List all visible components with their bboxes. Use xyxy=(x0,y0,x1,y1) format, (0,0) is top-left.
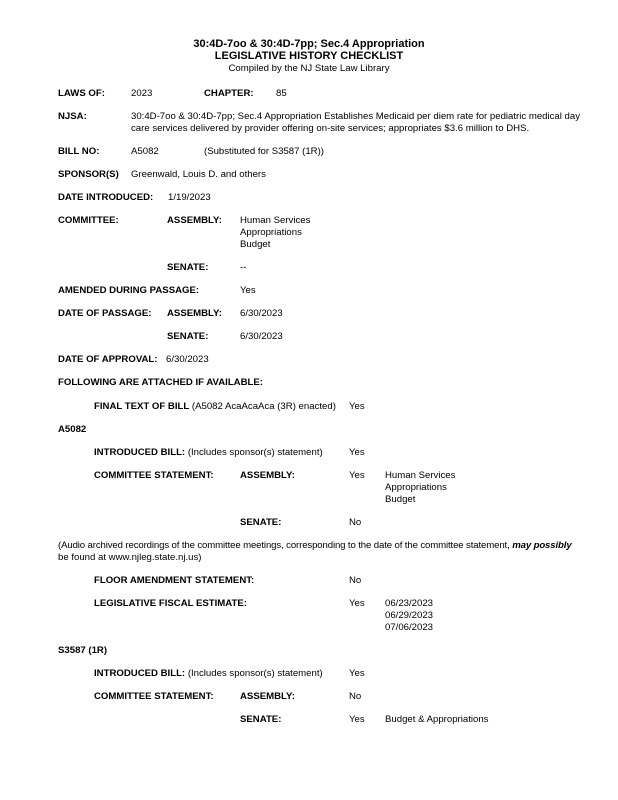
njsa-label: NJSA: xyxy=(58,111,87,122)
final-text-value: Yes xyxy=(349,401,365,412)
chapter-label: CHAPTER: xyxy=(204,88,254,99)
bill-no-value: A5082 xyxy=(131,146,159,157)
a5082-introduced-row xyxy=(94,447,323,459)
committee-assembly-value-3: Budget xyxy=(240,239,271,250)
fiscal-estimate-value: Yes xyxy=(349,598,365,609)
s3587-senate-value: Yes xyxy=(349,714,365,725)
a5082-senate-label: SENATE: xyxy=(240,517,282,528)
audio-note-line1 xyxy=(58,540,572,552)
passage-senate-value: 6/30/2023 xyxy=(240,331,283,342)
bill-no-substitute-note: (Substituted for S3587 (1R)) xyxy=(204,146,324,157)
date-of-approval-label: DATE OF APPROVAL: xyxy=(58,354,158,365)
passage-senate-label: SENATE: xyxy=(167,331,209,342)
a5082-committee-2: Appropriations xyxy=(385,482,447,493)
s3587-introduced-row xyxy=(94,668,323,680)
sponsors-value: Greenwald, Louis D. and others xyxy=(131,169,266,180)
njsa-line2: care services delivered by provider offering on-site services; appropriates $3.6 million to DHS. xyxy=(131,123,530,134)
a5082-introduced-note: (Includes sponsor(s) statement) xyxy=(187,447,323,458)
document-subtitle: LEGISLATIVE HISTORY CHECKLIST xyxy=(214,50,404,62)
fiscal-estimate-date-1: 06/23/2023 xyxy=(385,598,434,609)
floor-amendment-label: FLOOR AMENDMENT STATEMENT: xyxy=(94,575,255,586)
committee-assembly-value-2: Appropriations xyxy=(240,227,302,238)
s3587-committee-statement-label: COMMITTEE STATEMENT: xyxy=(94,691,214,702)
fiscal-estimate-date-2: 06/29/2023 xyxy=(385,610,434,621)
amended-value: Yes xyxy=(240,285,256,296)
laws-of-label: LAWS OF: xyxy=(58,88,105,99)
sponsors-label: SPONSOR(S) xyxy=(58,169,119,180)
laws-of-value: 2023 xyxy=(131,88,153,99)
committee-label: COMMITTEE: xyxy=(58,215,119,226)
date-introduced-label: DATE INTRODUCED: xyxy=(58,192,154,203)
s3587-senate-label: SENATE: xyxy=(240,714,282,725)
committee-assembly-value-1: Human Services xyxy=(240,215,311,226)
a5082-committee-statement-label: COMMITTEE STATEMENT: xyxy=(94,470,214,481)
s3587-assembly-value: No xyxy=(349,691,362,702)
committee-senate-value: -- xyxy=(240,262,247,273)
final-text-label: FINAL TEXT OF BILL xyxy=(94,401,190,412)
final-text-row xyxy=(94,401,336,413)
a5082-introduced-label: INTRODUCED BILL: xyxy=(94,447,186,458)
chapter-value: 85 xyxy=(276,88,287,99)
date-of-approval-value: 6/30/2023 xyxy=(166,354,209,365)
document-title: 30:4D-7oo & 30:4D-7pp; Sec.4 Appropriation xyxy=(193,38,425,50)
passage-assembly-label: ASSEMBLY: xyxy=(167,308,222,319)
amended-label: AMENDED DURING PASSAGE: xyxy=(58,285,200,296)
a5082-committee-3: Budget xyxy=(385,494,416,505)
a5082-introduced-value: Yes xyxy=(349,447,365,458)
committee-senate-label: SENATE: xyxy=(167,262,209,273)
s3587-senate-committee: Budget & Appropriations xyxy=(385,714,489,725)
fiscal-estimate-date-3: 07/06/2023 xyxy=(385,622,434,633)
date-of-passage-label: DATE OF PASSAGE: xyxy=(58,308,152,319)
s3587-introduced-label: INTRODUCED BILL: xyxy=(94,668,186,679)
passage-assembly-value: 6/30/2023 xyxy=(240,308,283,319)
bill-no-label: BILL NO: xyxy=(58,146,100,157)
audio-note-text: (Audio archived recordings of the committee meetings, corresponding to the date of the committee statement, xyxy=(58,540,510,551)
s3587-introduced-note: (Includes sponsor(s) statement) xyxy=(187,668,323,679)
njsa-line1: 30:4D-7oo & 30:4D-7pp; Sec.4 Appropriation Establishes Medicaid per diem rate for pediatric medical day xyxy=(131,111,581,122)
s3587-assembly-label: ASSEMBLY: xyxy=(240,691,295,702)
audio-note-line2: be found at www.njleg.state.nj.us) xyxy=(58,552,202,563)
a5082-heading: A5082 xyxy=(58,424,87,435)
committee-assembly-label: ASSEMBLY: xyxy=(167,215,222,226)
a5082-senate-value: No xyxy=(349,517,362,528)
a5082-committee-1: Human Services xyxy=(385,470,456,481)
audio-note-emphasis: may possibly xyxy=(512,540,572,551)
floor-amendment-value: No xyxy=(349,575,362,586)
following-heading: FOLLOWING ARE ATTACHED IF AVAILABLE: xyxy=(58,377,263,388)
a5082-assembly-value: Yes xyxy=(349,470,365,481)
final-text-note: (A5082 AcaAcaAca (3R) enacted) xyxy=(191,401,336,412)
compiled-by: Compiled by the NJ State Law Library xyxy=(228,63,390,74)
a5082-assembly-label: ASSEMBLY: xyxy=(240,470,295,481)
date-introduced-value: 1/19/2023 xyxy=(168,192,211,203)
s3587-introduced-value: Yes xyxy=(349,668,365,679)
s3587-heading: S3587 (1R) xyxy=(58,645,108,656)
fiscal-estimate-label: LEGISLATIVE FISCAL ESTIMATE: xyxy=(94,598,247,609)
